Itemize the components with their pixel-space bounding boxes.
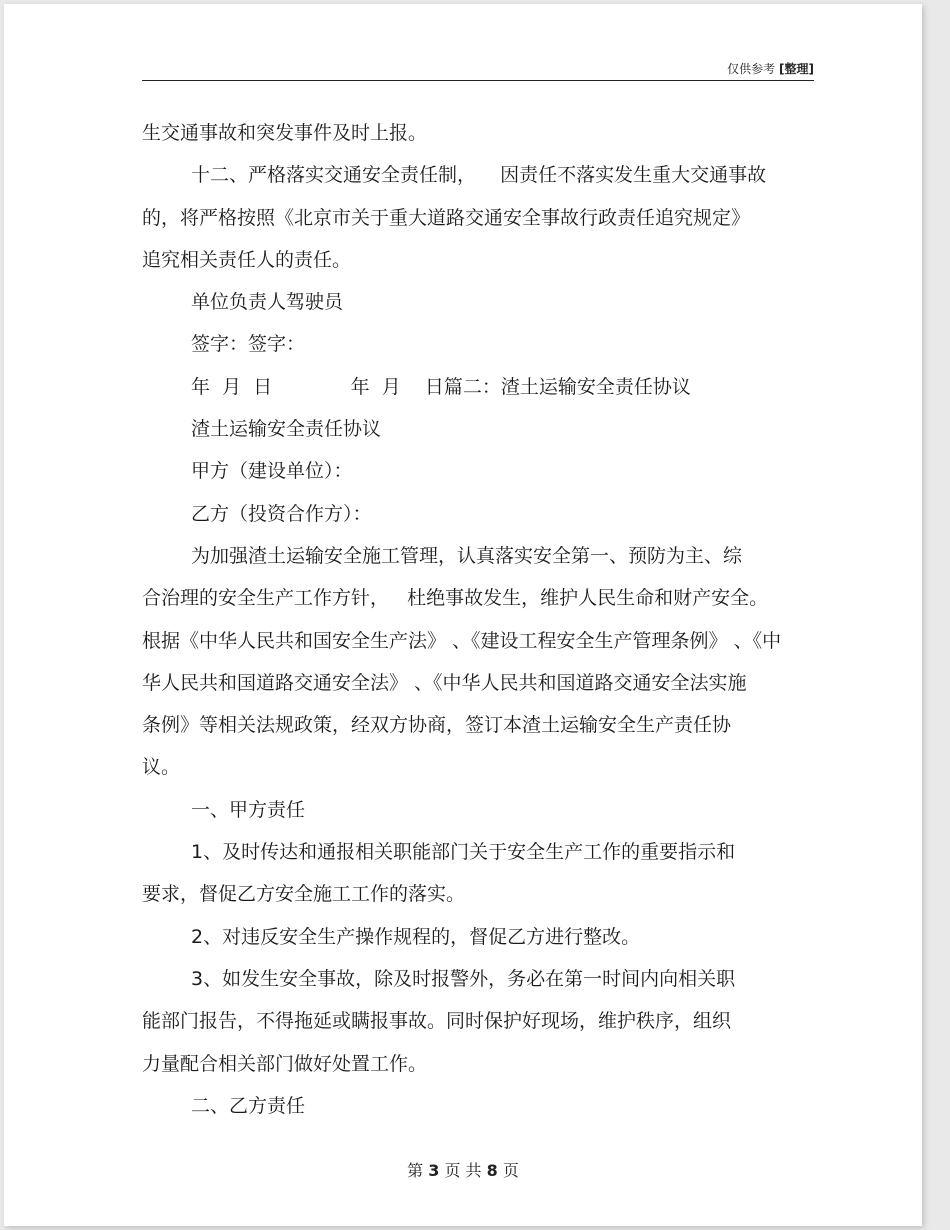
total-pages-number: 8	[486, 1161, 498, 1180]
text-line: 一、甲方责任	[191, 798, 306, 821]
text-line: 渣土运输安全责任协议	[191, 418, 382, 441]
text-line: 年 月 日 年 月 日篇二：渣土运输安全责任协议	[191, 375, 691, 398]
text-line: 甲方（建设单位）：	[191, 460, 353, 483]
text-line: 为加强渣土运输安全施工管理，认真落实安全第一、预防为主、综	[191, 544, 743, 567]
header-note: 仅供参考	[727, 62, 776, 76]
header-rule	[142, 80, 814, 81]
footer-suffix: 页	[502, 1161, 519, 1180]
text-line: 议。	[142, 756, 181, 779]
text-line: 合治理的安全生产工作方针， 杜绝事故发生，维护人民生命和财产安全。	[142, 587, 769, 610]
page-footer	[4, 1158, 922, 1181]
document-body	[142, 117, 822, 1132]
text-line: 签字：签字：	[191, 333, 306, 356]
text-line: 二、乙方责任	[191, 1094, 306, 1117]
text-line: 力量配合相关部门做好处置工作。	[142, 1052, 428, 1075]
text-line: 追究相关责任人的责任。	[142, 248, 352, 271]
text-line: 要求，督促乙方安全施工工作的落实。	[142, 883, 466, 906]
footer-middle: 页 共	[444, 1161, 482, 1180]
text-line: 2、对违反安全生产操作规程的，督促乙方进行整改。	[191, 925, 641, 948]
current-page-number: 3	[428, 1161, 440, 1180]
text-line: 1、及时传达和通报相关职能部门关于安全生产工作的重要指示和	[191, 841, 736, 864]
text-line: 条例》等相关法规政策，经双方协商，签订本渣土运输安全生产责任协	[142, 714, 732, 737]
text-line: 十二、严格落实交通安全责任制， 因责任不落实发生重大交通事故	[191, 164, 767, 187]
text-line: 华人民共和国道路交通安全法》 、《中华人民共和国道路交通安全法实施	[142, 671, 747, 694]
page-header	[142, 60, 814, 77]
document-page	[4, 4, 922, 1226]
text-line: 乙方（投资合作方）：	[191, 502, 372, 525]
text-line: 3、如发生安全事故，除及时报警外，务必在第一时间内向相关职	[191, 967, 736, 990]
header-bracket-note: [整理]	[779, 62, 814, 76]
text-line: 单位负责人驾驶员	[191, 291, 344, 314]
footer-prefix: 第	[407, 1161, 424, 1180]
text-line: 的，将严格按照《北京市关于重大道路交通安全事故行政责任追究规定》	[142, 206, 751, 229]
text-line: 能部门报告，不得拖延或瞒报事故。同时保护好现场，维护秩序，组织	[142, 1010, 732, 1033]
text-line: 生交通事故和突发事件及时上报。	[142, 122, 428, 144]
text-line: 根据《中华人民共和国安全生产法》 、《建设工程安全生产管理条例》 、《中	[142, 629, 782, 652]
